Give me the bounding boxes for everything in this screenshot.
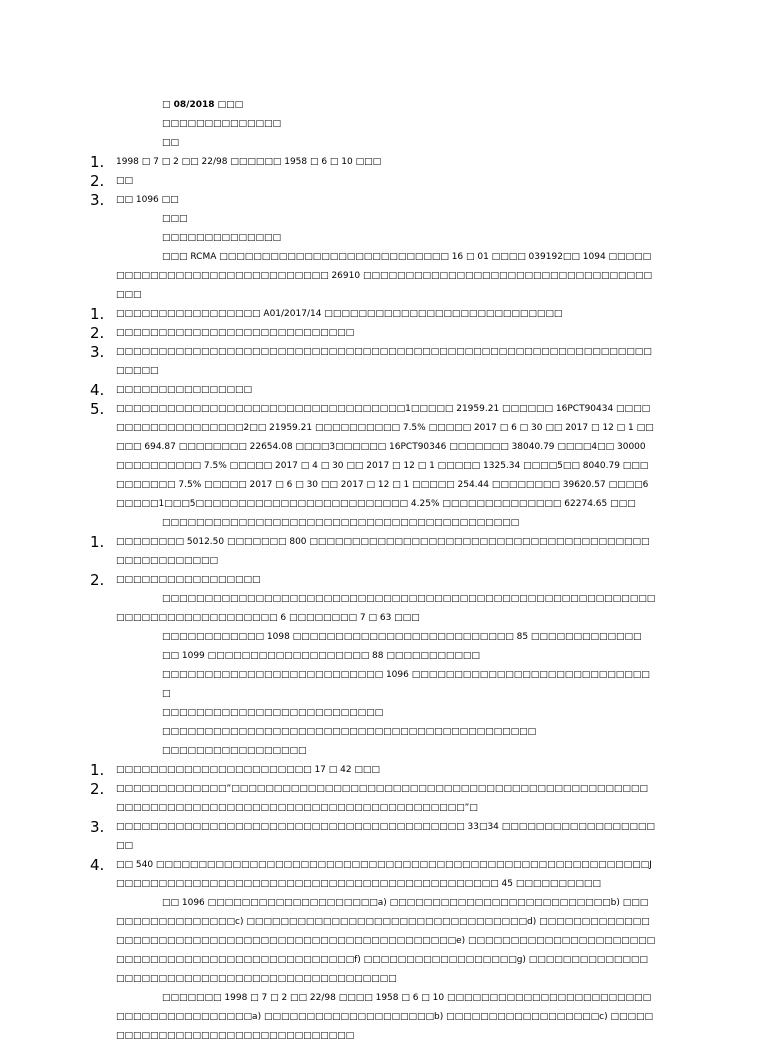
- paragraph: □□□□□□□□□□□□□□□□□□□□□□□□□□ 1096 □□□□□□□□□□□□□□□□□□□□□□□□□□□□□: [162, 670, 650, 699]
- list-item: [90, 381, 656, 400]
- paragraph: □□□□□□□□□□□□□□□□□□□□□□□□□□□□□□□□□□□□□□□□□□□□: [162, 727, 537, 737]
- document-body: [90, 96, 656, 1046]
- list-number: 2.: [90, 172, 105, 190]
- list-item: [90, 172, 656, 191]
- list-number: 1.: [90, 533, 105, 551]
- list-item-text: □□□□□□□□□□□□□□□□: [116, 385, 253, 395]
- list-item: [90, 343, 656, 381]
- list-item-text: □□: [116, 176, 134, 186]
- list-item: [90, 761, 656, 780]
- list-item-text: □□□□□□□□□□□□□□□□□ A01/2017/14 □□□□□□□□□□□□□□□□□□□□□□□□□□□□: [116, 309, 563, 319]
- paragraph: □□ 1099 □□□□□□□□□□□□□□□□□□□ 88 □□□□□□□□□□□: [162, 651, 480, 661]
- list-item: [90, 305, 656, 324]
- paragraph: □□□□□□□□□□□□ 1098 □□□□□□□□□□□□□□□□□□□□□□□□□□ 85 □□□□□□□□□□□□□: [162, 632, 642, 642]
- list-item: [90, 324, 656, 343]
- document-heading: □□□□□□□□□□□□□□: [162, 119, 282, 129]
- list-number: 2.: [90, 571, 105, 589]
- paragraph: □□□□□□□ 1998 □ 7 □ 2 □□ 22/98 □□□□ 1958 □ 6 □ 10 □□□□□□□□□□□□□□□□□□□□□□□□□□□□□□□□□□□□□□□□a) □□□□□□□□□□□□□□□□□□□□b) □□□□□□□□□□□□□□□□□□c) □□□□□□□□□□□□□□□□□□□□□□□□□□□□□□□□□: [116, 993, 653, 1041]
- list-number: 3.: [90, 191, 105, 209]
- list-item: [90, 780, 656, 818]
- section-heading: □□□: [162, 214, 188, 224]
- list-number: 5.: [90, 400, 105, 418]
- list-section-3: [90, 533, 656, 590]
- list-item-text: □□□□□□□□□□□□□□□□□□□□□□□□□□□□: [116, 328, 355, 338]
- paragraph: □□□ RCMA □□□□□□□□□□□□□□□□□□□□□□□□□□□ 16 □ 01 □□□□ 039192□□ 1094 □□□□□□□□□□□□□□□□□□□□□□□□□□□□□□ 26910 □□□□□□□□□□□□□□□□□□□□□□□□□□□□□□□□□□□□□: [116, 252, 653, 300]
- list-number: 4.: [90, 856, 105, 874]
- list-item-text: □□□□□□□□□□□□□□□□□□□□□□□ 17 □ 42 □□□: [116, 765, 380, 775]
- list-item-text: 1998 □ 7 □ 2 □□ 22/98 □□□□□□ 1958 □ 6 □ 10 □□□: [116, 157, 382, 167]
- list-section-1: [90, 153, 656, 210]
- case-number: □ 08/2018 □□□: [162, 100, 244, 110]
- list-item: [90, 400, 656, 514]
- list-item-text: □□□□□□□□□□□□□□□□□□□□□□□□□□□□□□□□□□□□□□□□□□□□□□□□□□□□□□□□□□□□□□□□□□□□: [116, 347, 652, 376]
- list-number: 1.: [90, 761, 105, 779]
- list-item: [90, 533, 656, 571]
- paragraph: □□□□□□□□□□□□□□□□□: [162, 746, 307, 756]
- section-subheading: □□□□□□□□□□□□□□: [162, 233, 282, 243]
- paragraph: □□□□□□□□□□□□□□□□□□□□□□□□□□□□□□□□□□□□□□□□□□□□□□□□□□□□□□□□□□□□□□□□□□□□□□□□□□□□□ 6 □□□□□□□□ 7 □ 63 □□□: [116, 594, 656, 623]
- list-number: 2.: [90, 324, 105, 342]
- list-item: [90, 856, 656, 894]
- list-item-text: □□□□□□□□□□□□□□□□□: [116, 575, 261, 585]
- list-section-4: [90, 761, 656, 894]
- paragraph: □□□□□□□□□□□□□□□□□□□□□□□□□□□□□□□□□□□□□□□□□□: [162, 518, 520, 528]
- list-item: [90, 571, 656, 590]
- document-subheading: □□: [162, 138, 180, 148]
- list-number: 3.: [90, 343, 105, 361]
- list-number: 3.: [90, 818, 105, 836]
- list-item-text: □□□□□□□□□□□□□□□□□□□□□□□□□□□□□□□□□□1□□□□□ 21959.21 □□□□□□ 16PCT90434 □□□□□□□□□□□□□□□□□□□2□□ 21959.21 □□□□□□□□□□ 7.5% □□□□□ 2017 □ 6 □ 30 □□ 2017 □ 12 □ 1 □□□□□ 694.87 □□□□□□□□ 22654.08 □□□□3□□□□□□ 16PCT90346 □□□□□□□ 38040.79 □□□□4□□ 30000 □□□□□□□□□□ 7.5% □□□□□ 2017 □ 4 □ 30 □□ 2017 □ 12 □ 1 □□□□□ 1325.34 □□□□5□□ 8040.79 □□□□□□□□□□ 7.5% □□□□□ 2017 □ 6 □ 30 □□ 2017 □ 12 □ 1 □□□□□ 254.44 □□□□□□□□ 39620.57 □□□□6□□□□□1□□□5□□□□□□□□□□□□□□□□□□□□□□□□□ 4.25% □□□□□□□□□□□□□□ 62274.65 □□□: [116, 404, 654, 509]
- list-item-text: □□□□□□□□□□□□□□□□□□□□□□□□□□□□□□□□□□□□□□□□□ 33□34 □□□□□□□□□□□□□□□□□□□□: [116, 822, 655, 851]
- list-item-text: □□□□□□□□□□□□□”□□□□□□□□□□□□□□□□□□□□□□□□□□□□□□□□□□□□□□□□□□□□□□□□□□□□□□□□□□□□□□□□□□□□□□□□□□□□□□□□□□□□□□□□□□”□: [116, 784, 648, 813]
- list-number: 2.: [90, 780, 105, 798]
- list-item: [90, 191, 656, 210]
- list-item: [90, 153, 656, 172]
- list-item-text: □□□□□□□□ 5012.50 □□□□□□□ 800 □□□□□□□□□□□□□□□□□□□□□□□□□□□□□□□□□□□□□□□□□□□□□□□□□□□□: [116, 537, 650, 566]
- list-item-text: □□ 540 □□□□□□□□□□□□□□□□□□□□□□□□□□□□□□□□□□□□□□□□□□□□□□□□□□□□□□□□□□J□□□□□□□□□□□□□□□□□□□□□□□□□□□□□□□□□□□□□□□□□□□□□ 45 □□□□□□□□□□: [116, 860, 652, 889]
- list-section-2: [90, 305, 656, 514]
- paragraph: □□ 1096 □□□□□□□□□□□□□□□□□□□□a) □□□□□□□□□□□□□□□□□□□□□□□□□□b) □□□□□□□□□□□□□□□□□c) □□□□□□□□□□□□□□□□□□□□□□□□□□□□□□□□□d) □□□□□□□□□□□□□□□□□□□□□□□□□□□□□□□□□□□□□□□□□□□□□□□□□□□□□e) □□□□□□□□□□□□□□□□□□□□□□□□□□□□□□□□□□□□□□□□□□□□□□□□□□f) □□□□□□□□□□□□□□□□□□g) □□□□□□□□□□□□□□□□□□□□□□□□□□□□□□□□□□□□□□□□□□□□□□□: [116, 898, 656, 984]
- list-number: 1.: [90, 305, 105, 323]
- paragraph: □□□□□□□□□□□□□□□□□□□□□□□□□□: [162, 708, 384, 718]
- list-number: 4.: [90, 381, 105, 399]
- list-number: 1.: [90, 153, 105, 171]
- list-item: [90, 818, 656, 856]
- list-item-text: □□ 1096 □□: [116, 195, 179, 205]
